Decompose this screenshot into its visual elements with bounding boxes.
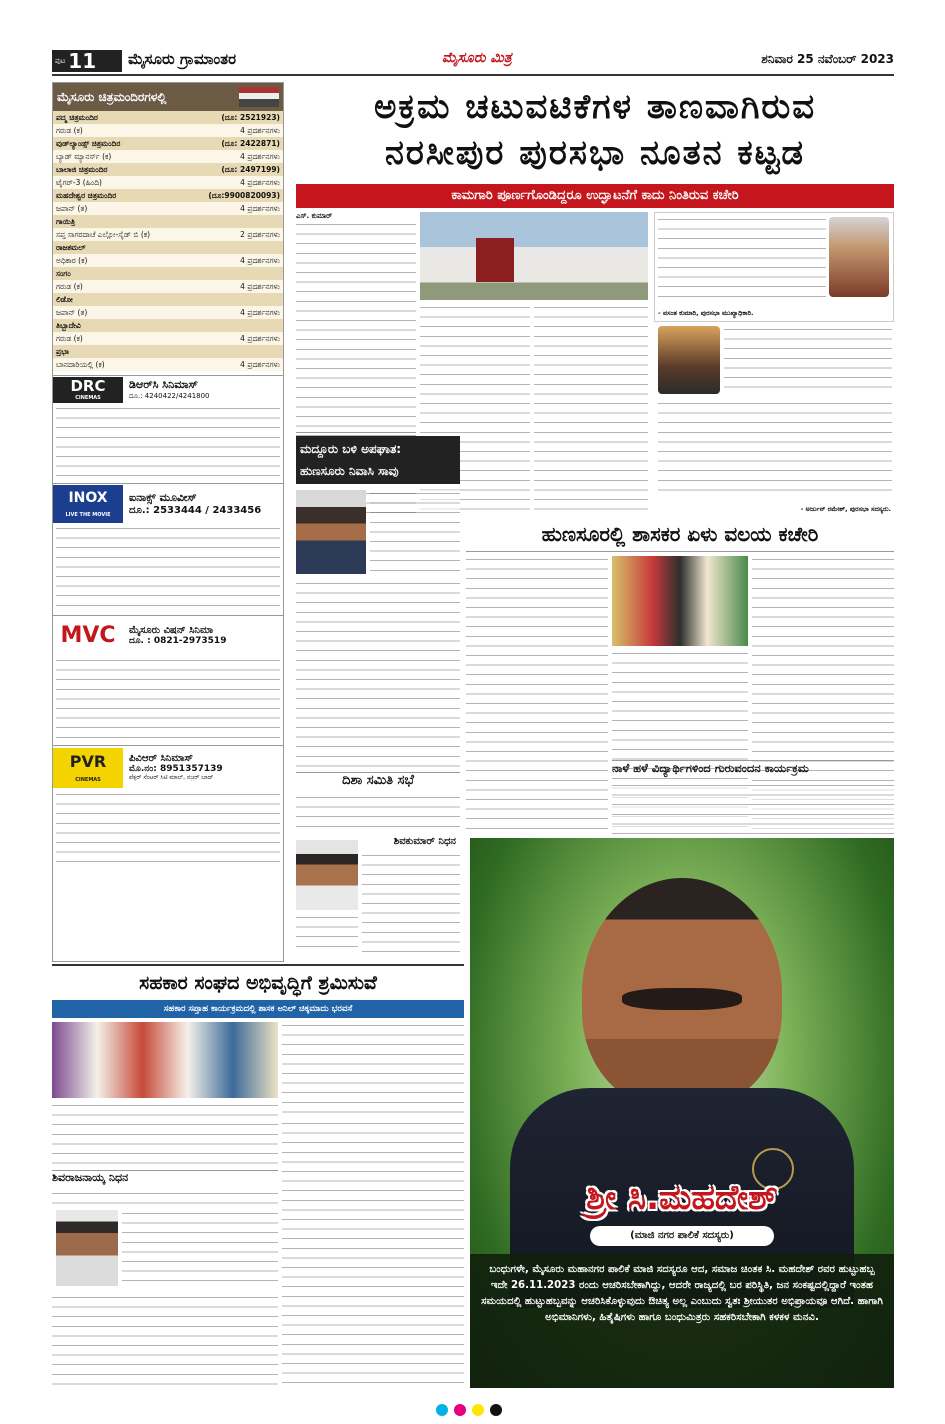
- cinema-row: [53, 358, 283, 371]
- accident-headline-line1: ಮದ್ದೂರು ಬಳಿ ಅಪಘಾತ:: [300, 442, 402, 456]
- drc-logo-text: DRC: [70, 376, 106, 395]
- cinema-listings-header: [53, 83, 283, 111]
- drc-logo-sub: CINEMAS: [75, 394, 101, 401]
- cinema-row: [53, 345, 283, 358]
- inox-phone: ದೂ.: 2533444 / 2433456: [129, 505, 262, 516]
- guruvandana-headline: ನಾಳೆ ಹಳೆ ವಿದ್ಯಾರ್ಥಿಗಳಿಂದ ಗುರುವಂದನ ಕಾರ್ಯಕ್ರಮ: [612, 760, 894, 778]
- obit2-body-3: [52, 1294, 278, 1386]
- drc-showtimes: [56, 405, 280, 481]
- registration-dot-cyan: [436, 1404, 448, 1416]
- ad-message: ಬಂಧುಗಳೇ, ಮೈಸೂರು ಮಹಾನಗರ ಪಾಲಿಕೆ ಮಾಜಿ ಸದಸ್ಯರೂ ಆದ, ಸಮಾಜ ಚಿಂತಕ ಸಿ. ಮಹದೇಶ್ ರವರ ಹುಟ್ಟುಹಬ್ಬ ಇದೇ 26.11.2023 ರಂದು ಆಚರಿಸಬೇಕಾಗಿದ್ದು, ಆದರೇ ರಾಜ್ಯದಲ್ಲಿ ಬರ ಪರಿಸ್ಥಿತಿ, ಜನ ಸಂಕಷ್ಟದಲ್ಲಿದ್ದಾರೆ ಇಂತಹ ಸಮಯದಲ್ಲಿ ಹುಟ್ಟುಹಬ್ಬವನ್ನು ಆಚರಿಸಿಕೊಳ್ಳುವುದು ಔಚಿತ್ಯ ಅಲ್ಲ ಎಂಬುದು ಸ್ವತಃ ಶ್ರೀಯುತರ ಅಭಿಪ್ರಾಯವೂ ಆಗಿದೆ. ಹಾಗಾಗಿ ಅಭಿಮಾನಿಗಳು, ಹಿತೈಷಿಗಳು ಹಾಗೂ ಬಂಧುಮಿತ್ರರು ಸಹಕರಿಸಬೇಕಾಗಿ ಕಳಕಳ ಮನವಿ.: [470, 1254, 894, 1388]
- mla-office-headline: ಹುಣಸೂರಲ್ಲಿ ಶಾಸಕರ ಏಳು ವಲಯ ಕಚೇರಿ: [466, 522, 894, 552]
- obit2-body-2: [122, 1210, 278, 1290]
- cinema-row: [53, 228, 283, 241]
- ad-role: (ಮಾಜಿ ನಗರ ಪಾಲಿಕೆ ಸದಸ್ಯರು): [590, 1226, 774, 1246]
- pvr-logo: [53, 748, 123, 788]
- cinema-row: [53, 202, 283, 215]
- coop-body-2: [52, 1102, 278, 1164]
- inox-block: [53, 483, 283, 523]
- cinema-row: [53, 176, 283, 189]
- disha-body: [296, 794, 460, 830]
- coop-body-1: [282, 1022, 464, 1116]
- main-story-body-2: [420, 304, 530, 516]
- cinema-row-name: ವುಡ್‌ಲ್ಯಾಂಡ್ಸ್ ಚಿತ್ರಮಂದಿರ: [56, 139, 121, 148]
- cinema-row-name: ಪ್ರಭಾ: [56, 347, 69, 356]
- cinema-row-name: ಬಾಲಾಜಿ ಚಿತ್ರಮಂದಿರ: [56, 165, 108, 174]
- quote-2-text-a: [724, 326, 892, 396]
- cinema-row-name: ರಾಜಕಮಲ್: [56, 243, 86, 252]
- cinema-row: [53, 280, 283, 293]
- page-header: [52, 46, 894, 76]
- cinema-row-detail: (ದೂ: 2422871): [221, 139, 280, 148]
- obit2-body-1: [52, 1190, 278, 1206]
- accident-headline-line2: ಹುಣಸೂರು ನಿವಾಸಿ ಸಾವು: [300, 464, 399, 478]
- ad-portrait-moustache: [622, 988, 742, 1010]
- guruvandana-body: [612, 782, 894, 834]
- cinema-row-name: ಲಿಡೋ: [56, 295, 73, 304]
- obit2-photo: [56, 1210, 118, 1286]
- cinema-row: [53, 332, 283, 345]
- ad-name: ಶ್ರೀ ಸಿ.ಮಹದೇಶ್: [586, 1178, 778, 1218]
- coop-subhead: ಸಹಕಾರ ಸಪ್ತಾಹ ಕಾರ್ಯಕ್ರಮದಲ್ಲಿ ಶಾಸಕ ಅನಿಲ್ ಚಿಕ್ಕಮಾದು ಭರವಸೆ: [52, 1000, 464, 1018]
- cinema-row-name: ಬ್ಯಾಡ್ ಮ್ಯಾನರ್ಸ್ (ಕ): [56, 152, 112, 161]
- page-label: ಪುಟ: [55, 56, 66, 65]
- cinema-row-detail: (ದೂ: 2521923): [221, 113, 280, 122]
- accident-headline: [296, 436, 460, 484]
- cinema-row-detail: (ದೂ:9900820093): [208, 191, 280, 200]
- pvr-name: ಪಿವಿಆರ್ ಸಿನಿಮಾಸ್: [129, 753, 193, 764]
- drc-logo: [53, 377, 123, 403]
- cinema-row-name: ಜಪಾನ್ (ತ): [56, 308, 88, 317]
- quote-1-text: [658, 216, 826, 304]
- coop-event-photo: [52, 1022, 278, 1098]
- mvc-block: [53, 615, 283, 655]
- cinema-row-detail: 4 ಪ್ರದರ್ಶನಗಳು: [240, 178, 280, 187]
- main-headline-line1: ಅಕ್ರಮ ಚಟುವಟಿಕೆಗಳ ತಾಣವಾಗಿರುವ: [373, 87, 817, 127]
- cinema-row: [53, 111, 283, 124]
- cinema-row: [53, 241, 283, 254]
- cinema-row-detail: 2 ಪ್ರದರ್ಶನಗಳು: [240, 230, 280, 239]
- cinema-row: [53, 189, 283, 202]
- cinema-row: [53, 293, 283, 306]
- cinema-row-detail: 4 ಪ್ರದರ್ಶನಗಳು: [240, 204, 280, 213]
- divider: [296, 432, 416, 433]
- quote-1-author: - ವಸಂತ ಕುಮಾರಿ, ಪುರಸಭಾ ಮುಖ್ಯಾಧಿಕಾರಿ.: [658, 309, 754, 317]
- cinema-row: [53, 150, 283, 163]
- cinema-row-name: ಪದ್ಮ ಚಿತ್ರಮಂದಿರ: [56, 113, 98, 122]
- cinema-listings-title: ಮೈಸೂರು ಚಿತ್ರಮಂದಿರಗಳಲ್ಲಿ: [57, 89, 167, 104]
- obit1-photo: [296, 840, 358, 910]
- pvr-logo-text: PVR: [69, 751, 107, 771]
- page-number: 11: [68, 49, 97, 73]
- cinema-rows: [53, 111, 283, 371]
- theatre-seats-icon: [239, 87, 279, 107]
- main-byline: ಎಸ್. ಕುಮಾರ್: [296, 212, 333, 220]
- main-headline-line2: ನರಸೀಪುರ ಪುರಸಭಾ ನೂತನ ಕಟ್ಟಡ: [385, 133, 805, 173]
- cinema-row-name: ಸಂಗಂ: [56, 269, 71, 278]
- cinema-row: [53, 254, 283, 267]
- quote-box-1: [654, 212, 894, 322]
- main-headline: [296, 84, 894, 184]
- mla-office-body-1: [466, 556, 608, 834]
- pvr-logo-sub: CINEMAS: [75, 776, 101, 783]
- accident-body-1: [370, 490, 460, 576]
- cinema-row-name: ಗರುಡ (ಕ): [56, 126, 83, 135]
- quote-2-text-b: [658, 400, 892, 496]
- cinema-row-detail: 4 ಪ್ರದರ್ಶನಗಳು: [240, 282, 280, 291]
- cinema-row-name: ಗಾಯಿತ್ರಿ: [56, 217, 76, 226]
- pvr-address: ಪೆಕ್ಸರ್ ಸೆಂಟರ್ ಸಿಟಿ ಮಾಲ್, ನಜ಼ರ್ ಬಾದ್: [129, 774, 214, 781]
- cinema-row-detail: 4 ಪ್ರದರ್ಶನಗಳು: [240, 256, 280, 265]
- cinema-row: [53, 137, 283, 150]
- accident-body-2: [296, 580, 460, 770]
- inox-showtimes: [56, 525, 280, 613]
- accident-victim-photo: [296, 490, 366, 574]
- pvr-showtimes: [56, 791, 280, 871]
- cinema-row-detail: 4 ಪ್ರದರ್ಶನಗಳು: [240, 152, 280, 161]
- ad-portrait-face: [582, 878, 782, 1108]
- birthday-ad: [470, 838, 894, 1388]
- disha-headline: ದಿಶಾ ಸಮಿತಿ ಸಭೆ: [296, 772, 460, 790]
- cinema-row: [53, 267, 283, 280]
- mvc-phone: ದೂ. : 0821-2973519: [129, 636, 227, 646]
- cinema-row: [53, 306, 283, 319]
- quote-1-portrait: [829, 217, 889, 297]
- coop-headline: ಸಹಕಾರ ಸಂಘದ ಅಭಿವೃದ್ಧಿಗೆ ಶ್ರಮಿಸುವೆ: [52, 964, 464, 998]
- mvc-showtimes: [56, 657, 280, 743]
- building-entrance: [476, 238, 514, 282]
- cinema-row-name: ಅಧಿಕಾರ (ಕ): [56, 256, 88, 265]
- cinema-row-detail: 4 ಪ್ರದರ್ಶನಗಳು: [240, 360, 280, 369]
- pvr-block: [53, 745, 283, 789]
- obit1-body: [362, 852, 460, 952]
- obit1-headline: ಶಿವಕುಮಾರ್ ನಿಧನ: [393, 836, 456, 847]
- cinema-row: [53, 215, 283, 228]
- drc-block: [53, 375, 283, 403]
- registration-dot-magenta: [454, 1404, 466, 1416]
- mvc-name: ಮೈಸೂರು ವಿಷನ್ ಸಿನಿಮಾ: [129, 625, 214, 636]
- masthead-logo: ಮೈಸೂರು ಮಿತ್ರ: [442, 50, 512, 66]
- ribbon-cutting-photo: [612, 556, 748, 646]
- cinema-row-name: ಜಪಾನ್ (ತ): [56, 204, 88, 213]
- page-date: ಶನಿವಾರ 25 ನವೆಂಬರ್ 2023: [761, 52, 894, 66]
- cinema-row-name: ಬಾನದಾರಿಯಲ್ಲಿ (ಕ): [56, 360, 105, 369]
- cinema-row-name: ಸಪ್ತ ಸಾಗರದಾಚೆ ಎಲ್ಲೋ-ಸೈಡ್ ಬಿ (ಕ): [56, 230, 151, 239]
- inox-name: ಐನಾಕ್ಸ್ ಮೂವೀಸ್: [129, 491, 197, 504]
- inox-logo-text: INOX: [68, 489, 108, 506]
- registration-dot-black: [490, 1404, 502, 1416]
- cinema-row-name: ತಿಬ್ಬಾದೇವಿ: [56, 321, 81, 330]
- pvr-phone: ಮೊ.ನಂ: 8951357139: [129, 764, 223, 774]
- quote-2-author: - ಅರ್ಜುನ್ ರಮೇಶ್, ಪುರಸಭಾ ಸದಸ್ಯರು.: [800, 505, 891, 513]
- cinema-row-detail: 4 ಪ್ರದರ್ಶನಗಳು: [240, 126, 280, 135]
- cinema-row: [53, 124, 283, 137]
- cinema-row-name: ಗರುಡ (ಕ): [56, 282, 83, 291]
- page-number-box: [52, 50, 122, 72]
- inox-logo-sub: LIVE THE MOVIE: [65, 511, 111, 518]
- mvc-logo: MVC: [60, 622, 116, 648]
- coop-body-3: [282, 1120, 464, 1386]
- quote-2-portrait: [658, 326, 720, 394]
- quote-box-2: [654, 322, 894, 518]
- cinema-row-name: ಟೈಗರ್-3 (ಹಿಂದಿ): [56, 178, 102, 187]
- drc-phone: ದೂ.: 4240422/4241800: [129, 392, 210, 400]
- cinema-row-name: ಮಹದೇಶ್ವರ ಚಿತ್ರಮಂದಿರ: [56, 191, 117, 200]
- obit2-headline: ಶಿವರಾಜನಾಯ್ಕ ನಿಧನ: [52, 1170, 278, 1186]
- cinema-row-detail: 4 ಪ್ರದರ್ಶನಗಳು: [240, 308, 280, 317]
- cinema-row-name: ಗರುಡ (ಕ): [56, 334, 83, 343]
- main-story-body-3: [534, 304, 648, 516]
- building-photo: [420, 212, 648, 300]
- section-name: ಮೈಸೂರು ಗ್ರಾಮಾಂತರ: [128, 50, 237, 68]
- cinema-row: [53, 319, 283, 332]
- cinema-row: [53, 163, 283, 176]
- cinema-listings: [52, 82, 284, 962]
- obit1-body-2: [296, 914, 358, 954]
- inox-logo: [53, 485, 123, 523]
- cinema-row-detail: 4 ಪ್ರದರ್ಶನಗಳು: [240, 334, 280, 343]
- registration-dot-yellow: [472, 1404, 484, 1416]
- drc-name: ಡಿಆರ್‌ಸಿ ಸಿನಿಮಾಸ್: [129, 378, 198, 391]
- main-subhead: ಕಾಮಗಾರಿ ಪೂರ್ಣಗೊಂಡಿದ್ದರೂ ಉದ್ಘಾಟನೆಗೆ ಕಾದು ನಿಂತಿರುವ ಕಚೇರಿ: [296, 184, 894, 208]
- cinema-row-detail: (ದೂ: 2497199): [221, 165, 280, 174]
